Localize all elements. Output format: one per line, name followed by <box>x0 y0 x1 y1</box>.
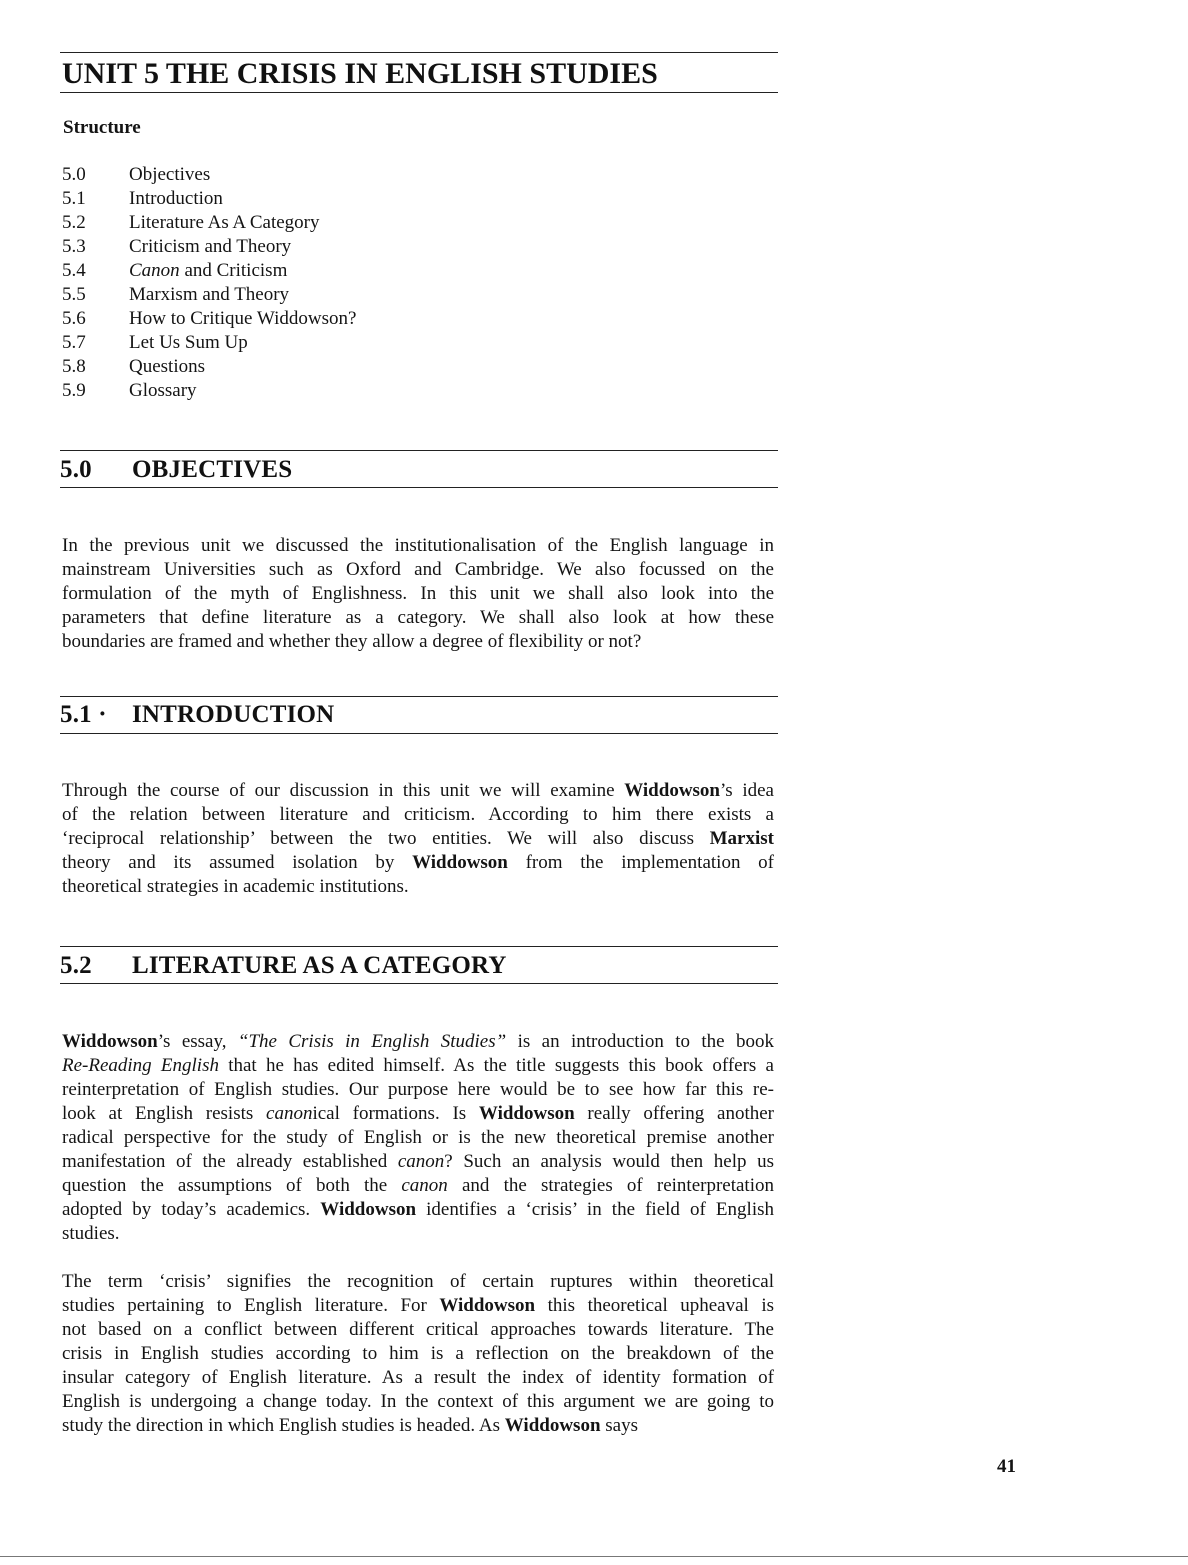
text-line <box>62 851 774 875</box>
toc-item-label: How to Critique Widdowson? <box>129 308 357 329</box>
text-line <box>62 1102 774 1126</box>
text-line: reinterpretation of English studies. Our purpose here would be to see how far this re- <box>62 1079 774 1100</box>
text-line: The term ‘crisis’ signifies the recognition of certain ruptures within theoretical <box>62 1271 774 1292</box>
unit-title: UNIT 5 THE CRISIS IN ENGLISH STUDIES <box>62 57 658 90</box>
text-line <box>62 1174 774 1198</box>
toc-item-label: Marxism and Theory <box>129 284 290 305</box>
text-span: identifies a ‘crisis’ in the field of English <box>416 1199 774 1220</box>
bold-name: Widdowson <box>62 1031 158 1052</box>
text-line <box>62 1294 774 1318</box>
text-span: says <box>600 1415 639 1436</box>
text-span: really offering another <box>574 1103 774 1124</box>
toc-item <box>62 235 562 259</box>
toc-item <box>62 355 562 379</box>
text-line <box>62 1030 774 1054</box>
text-span: study the direction in which English studies is headed. As <box>62 1415 505 1436</box>
bold-name: Widdowson <box>624 780 721 801</box>
text-span: Through the course of our discussion in this unit we will examine <box>62 780 625 801</box>
section-number: 5.1 · <box>60 701 107 728</box>
toc-item-number: 5.2 <box>62 212 86 233</box>
italic-term: canon <box>397 1151 445 1172</box>
introduction-paragraph <box>62 779 774 899</box>
text-line: not based on a conflict between different critical approaches towards literature. The <box>62 1319 774 1340</box>
introduction-bottom-rule <box>60 733 778 734</box>
text-line: of the relation between literature and criticism. According to him there exists a <box>62 804 774 825</box>
toc-item-number: 5.3 <box>62 236 86 257</box>
text-span: ‘reciprocal relationship’ between the two entities. We will also discuss <box>62 828 710 849</box>
text-span: ’s idea <box>720 780 774 801</box>
title-top-rule <box>60 52 778 53</box>
text-span: ical formations. Is <box>312 1103 479 1124</box>
text-line: boundaries are framed and whether they allow a degree of flexibility or not? <box>62 631 642 652</box>
table-of-contents <box>62 163 562 403</box>
text-line: parameters that define literature as a category. We shall also look at how these <box>62 607 774 628</box>
italic-term: canon <box>266 1103 313 1124</box>
bold-name: Widdowson <box>439 1295 536 1316</box>
objectives-bottom-rule <box>60 487 778 488</box>
toc-item <box>62 307 562 331</box>
section-number: 5.0 <box>60 456 92 483</box>
literature-paragraph-2 <box>62 1270 774 1438</box>
title-bottom-rule <box>60 92 778 93</box>
toc-item-label-rest: and Criticism <box>179 260 288 281</box>
toc-item-number: 5.8 <box>62 356 86 377</box>
structure-heading: Structure <box>63 117 141 138</box>
bottom-edge-rule <box>0 1556 1188 1557</box>
text-span: adopted by today’s academics. <box>62 1199 321 1220</box>
text-span: studies pertaining to English literature. For <box>62 1295 440 1316</box>
toc-item-label-italic: Canon <box>129 260 180 281</box>
toc-item <box>62 259 562 283</box>
toc-item-number: 5.7 <box>62 332 86 353</box>
toc-item-number: 5.0 <box>62 164 86 185</box>
toc-item-number: 5.6 <box>62 308 86 329</box>
introduction-top-rule <box>60 696 778 697</box>
toc-item-label <box>129 259 287 283</box>
objectives-top-rule <box>60 450 778 451</box>
toc-item <box>62 379 562 403</box>
bold-name: Widdowson <box>504 1415 601 1436</box>
text-line <box>62 1054 774 1078</box>
literature-top-rule <box>60 946 778 947</box>
section-title: LITERATURE AS A CATEGORY <box>132 952 507 979</box>
toc-item <box>62 331 562 355</box>
text-line: mainstream Universities such as Oxford and Cambridge. We also focussed on the <box>62 559 774 580</box>
text-span: and the strategies of reinterpretation <box>447 1175 774 1196</box>
italic-title: Re-Reading English <box>62 1055 219 1076</box>
section-number: 5.2 <box>60 952 92 979</box>
text-span: theory and its assumed isolation by <box>62 852 413 873</box>
italic-term: canon <box>401 1175 448 1196</box>
bold-name: Widdowson <box>320 1199 417 1220</box>
page-number: 41 <box>997 1456 1016 1477</box>
toc-item <box>62 163 562 187</box>
text-span: manifestation of the already established <box>62 1151 398 1172</box>
toc-item-label: Questions <box>129 356 205 377</box>
text-line: studies. <box>62 1223 120 1244</box>
text-line: formulation of the myth of Englishness. In this unit we shall also look into the <box>62 583 774 604</box>
text-line: insular category of English literature. As a result the index of identity formation of <box>62 1367 774 1388</box>
text-line <box>62 1414 774 1438</box>
bold-name: Widdowson <box>478 1103 575 1124</box>
literature-heading <box>60 951 778 981</box>
bold-term: Marxist <box>709 828 774 849</box>
text-span: ? Such an analysis would then help us <box>444 1151 774 1172</box>
toc-item-label: Glossary <box>129 380 197 401</box>
text-line <box>62 1198 774 1222</box>
toc-item-number: 5.4 <box>62 260 86 281</box>
literature-bottom-rule <box>60 983 778 984</box>
toc-item-number: 5.9 <box>62 380 86 401</box>
toc-item <box>62 211 562 235</box>
toc-item-label: Let Us Sum Up <box>129 332 248 353</box>
section-title: OBJECTIVES <box>132 456 293 483</box>
text-line: theoretical strategies in academic institutions. <box>62 876 409 897</box>
toc-item-label: Literature As A Category <box>129 212 320 233</box>
text-span: is an introduction to the book <box>506 1031 774 1052</box>
toc-item-label: Introduction <box>129 188 223 209</box>
introduction-heading <box>60 700 778 730</box>
toc-item-label: Objectives <box>129 164 211 185</box>
italic-title: “The Crisis in English Studies” <box>237 1031 507 1052</box>
toc-item <box>62 187 562 211</box>
text-line: crisis in English studies according to him is a reflection on the breakdown of the <box>62 1343 774 1364</box>
objectives-heading <box>60 455 778 485</box>
section-title: INTRODUCTION <box>132 701 335 728</box>
text-line <box>62 827 774 851</box>
text-span: from the implementation of <box>507 852 774 873</box>
text-span: question the assumptions of both the <box>62 1175 402 1196</box>
bold-name: Widdowson <box>412 852 508 873</box>
text-line <box>62 1150 774 1174</box>
toc-item-number: 5.5 <box>62 284 86 305</box>
objectives-paragraph <box>62 534 774 654</box>
text-span: that he has edited himself. As the title suggests this book offers a <box>218 1055 774 1076</box>
text-line: In the previous unit we discussed the institutionalisation of the English language in <box>62 535 774 556</box>
toc-item <box>62 283 562 307</box>
toc-item-number: 5.1 <box>62 188 86 209</box>
literature-paragraph-1 <box>62 1030 774 1246</box>
text-line: radical perspective for the study of English or is the new theoretical premise another <box>62 1127 774 1148</box>
text-line <box>62 779 774 803</box>
text-span: look at English resists <box>62 1103 267 1124</box>
text-span: this theoretical upheaval is <box>535 1295 774 1316</box>
toc-item-label: Criticism and Theory <box>129 236 292 257</box>
text-line: English is undergoing a change today. In the context of this argument we are going to <box>62 1391 774 1412</box>
text-span: ’s essay, <box>157 1031 238 1052</box>
